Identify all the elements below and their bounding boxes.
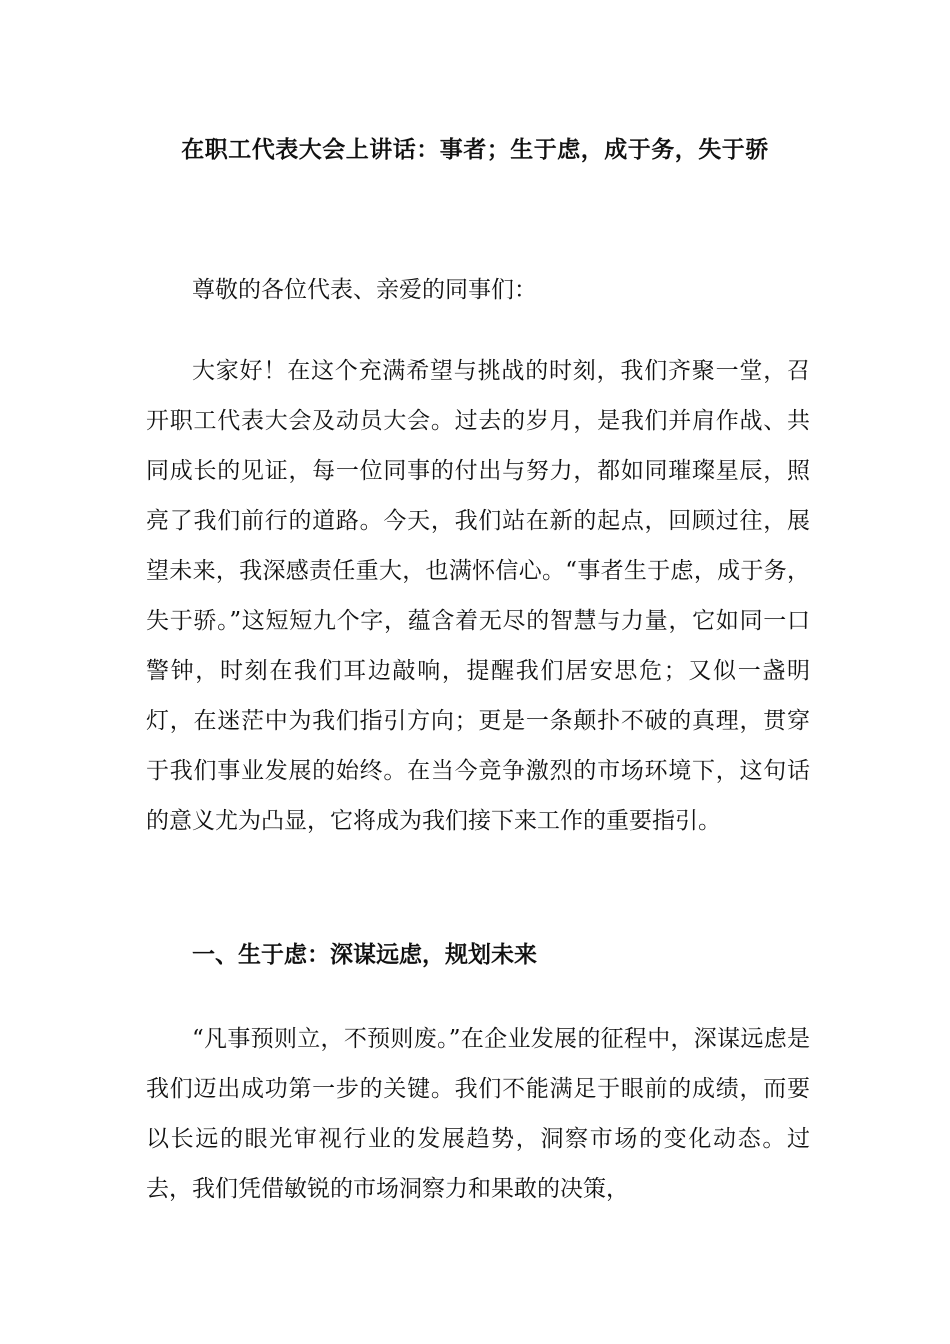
section-1-paragraph: “凡事预则立，不预则废。”在企业发展的征程中，深谋远虑是我们迈出成功第一步的关键。我们不能满足于眼前的成绩，而要以长远的眼光审视行业的发展趋势，洞察市场的变化动态。过去，我们凭借敏锐的市场洞察力和果敢的决策， xyxy=(146,1026,810,1202)
opening-paragraph: 大家好！在这个充满希望与挑战的时刻，我们齐聚一堂，召开职工代表大会及动员大会。过去的岁月，是我们并肩作战、共同成长的见证，每一位同事的付出与努力，都如同璀璨星辰，照亮了我们前行的道路。今天，我们站在新的起点，回顾过往，展望未来，我深感责任重大，也满怀信心。“事者生于虑，成于务，失于骄。”这短短九个字，蕴含着无尽的智慧与力量，它如同一口警钟，时刻在我们耳边敲响，提醒我们居安思危；又似一盏明灯，在迷茫中为我们指引方向；更是一条颠扑不破的真理，贯穿于我们事业发展的始终。在当今竞争激烈的市场环境下，这句话的意义尤为凸显，它将成为我们接下来工作的重要指引。 xyxy=(146,358,810,834)
greeting-line: 尊敬的各位代表、亲爱的同事们： xyxy=(192,277,537,303)
document-title: 在职工代表大会上讲话：事者；生于虑，成于务，失于骄 xyxy=(181,137,769,163)
section-heading-1: 一、生于虑：深谋远虑，规划未来 xyxy=(192,942,537,968)
